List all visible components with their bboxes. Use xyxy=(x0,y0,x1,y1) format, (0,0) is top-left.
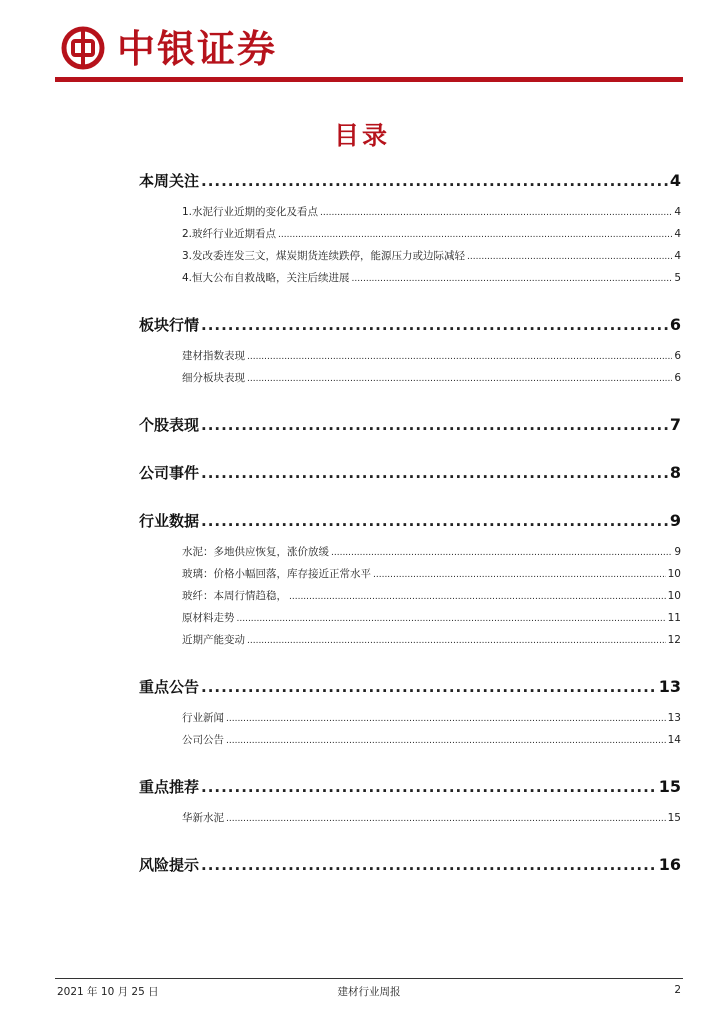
toc-section xyxy=(139,854,681,880)
toc-section xyxy=(139,676,681,754)
toc-subentry-page: 11 xyxy=(667,612,681,624)
toc-heading-page: 13 xyxy=(658,677,681,696)
dot-leader xyxy=(201,778,657,796)
toc-heading-page: 8 xyxy=(669,463,681,482)
toc-subentry-page: 9 xyxy=(674,546,681,558)
dot-leader xyxy=(201,464,668,482)
toc-heading-entry[interactable] xyxy=(139,314,681,340)
toc-subentry-page: 15 xyxy=(667,812,681,824)
toc-heading-label: 风险提示 xyxy=(139,856,200,874)
toc-heading-entry[interactable] xyxy=(139,414,681,440)
dot-leader xyxy=(289,592,666,602)
toc-heading-label: 板块行情 xyxy=(139,316,200,334)
header-rule xyxy=(55,77,683,82)
dot-leader xyxy=(247,374,672,384)
toc-heading-entry[interactable] xyxy=(139,676,681,702)
dot-leader xyxy=(226,736,666,746)
footer-report-name: 建材行业周报 xyxy=(337,986,401,998)
toc-subentry-label: 玻璃：价格小幅回落，库存接近正常水平 xyxy=(182,568,371,580)
footer-date: 2021 年 10 月 25 日 xyxy=(57,986,159,998)
toc-heading-label: 重点推荐 xyxy=(139,778,200,796)
toc-subentry-page: 4 xyxy=(674,206,681,218)
toc-heading-page: 15 xyxy=(658,777,681,796)
dot-leader xyxy=(331,548,672,558)
page-header xyxy=(55,22,685,82)
toc-subentry[interactable] xyxy=(139,566,681,588)
toc-subentry[interactable] xyxy=(139,544,681,566)
toc-heading-label: 行业数据 xyxy=(139,512,200,530)
toc-subentry-label: 2.玻纤行业近期看点 xyxy=(182,228,277,240)
toc-subentry-label: 水泥：多地供应恢复，涨价放缓 xyxy=(182,546,329,558)
dot-leader xyxy=(467,252,672,262)
dot-leader xyxy=(247,352,672,362)
dot-leader xyxy=(201,512,668,530)
toc-section xyxy=(139,462,681,488)
table-of-contents xyxy=(139,170,681,902)
toc-heading-entry[interactable] xyxy=(139,510,681,536)
toc-subentry-page: 10 xyxy=(667,590,681,602)
toc-section xyxy=(139,510,681,654)
toc-section xyxy=(139,414,681,440)
toc-subentry[interactable] xyxy=(139,632,681,654)
toc-heading-entry[interactable] xyxy=(139,170,681,196)
toc-subentries xyxy=(139,544,681,654)
toc-subentry-label: 玻纤：本周行情趋稳， xyxy=(182,590,287,602)
toc-heading-page: 7 xyxy=(669,415,681,434)
dot-leader xyxy=(247,636,666,646)
dot-leader xyxy=(278,230,672,240)
toc-subentry[interactable] xyxy=(139,348,681,370)
toc-subentries xyxy=(139,810,681,832)
toc-subentries xyxy=(139,348,681,392)
toc-section xyxy=(139,314,681,392)
bank-of-china-logo-icon xyxy=(61,26,105,70)
toc-heading-label: 本周关注 xyxy=(139,172,200,190)
dot-leader xyxy=(201,416,668,434)
toc-heading-label: 个股表现 xyxy=(139,416,200,434)
toc-subentry[interactable] xyxy=(139,810,681,832)
toc-subentry[interactable] xyxy=(139,204,681,226)
dot-leader xyxy=(226,814,666,824)
toc-heading-label: 公司事件 xyxy=(139,464,200,482)
dot-leader xyxy=(201,172,668,190)
toc-subentry-page: 14 xyxy=(667,734,681,746)
toc-subentry[interactable] xyxy=(139,248,681,270)
toc-subentry-label: 4.恒大公布自救战略，关注后续进展 xyxy=(182,272,350,284)
toc-heading-page: 9 xyxy=(669,511,681,530)
dot-leader xyxy=(226,714,666,724)
toc-subentry-label: 3.发改委连发三文，煤炭期货连续跌停，能源压力或边际减轻 xyxy=(182,250,466,262)
toc-subentry-label: 细分板块表现 xyxy=(182,372,245,384)
toc-subentry-page: 4 xyxy=(674,250,681,262)
toc-subentry[interactable] xyxy=(139,370,681,392)
toc-subentry-page: 4 xyxy=(674,228,681,240)
toc-subentry-label: 公司公告 xyxy=(182,734,224,746)
toc-subentry-page: 6 xyxy=(674,350,681,362)
dot-leader xyxy=(320,208,672,218)
toc-subentry[interactable] xyxy=(139,270,681,292)
toc-heading-page: 6 xyxy=(669,315,681,334)
toc-subentry-label: 近期产能变动 xyxy=(182,634,245,646)
toc-subentry[interactable] xyxy=(139,588,681,610)
toc-subentry-page: 5 xyxy=(674,272,681,284)
dot-leader xyxy=(201,316,668,334)
dot-leader xyxy=(201,856,657,874)
toc-subentry[interactable] xyxy=(139,732,681,754)
dot-leader xyxy=(201,678,657,696)
dot-leader xyxy=(352,274,673,284)
toc-heading-entry[interactable] xyxy=(139,854,681,880)
toc-subentry-page: 6 xyxy=(674,372,681,384)
page-title: 目录 xyxy=(333,121,390,150)
brand-name: 中银证券 xyxy=(117,26,278,71)
toc-heading-page: 16 xyxy=(658,855,681,874)
toc-section xyxy=(139,776,681,832)
dot-leader xyxy=(237,614,666,624)
toc-subentry-label: 1.水泥行业近期的变化及看点 xyxy=(182,206,319,218)
toc-section xyxy=(139,170,681,292)
toc-subentry-page: 13 xyxy=(667,712,681,724)
toc-subentry[interactable] xyxy=(139,710,681,732)
toc-heading-entry[interactable] xyxy=(139,776,681,802)
toc-heading-page: 4 xyxy=(669,171,681,190)
dot-leader xyxy=(373,570,666,580)
toc-subentries xyxy=(139,710,681,754)
toc-subentry-label: 建材指数表现 xyxy=(182,350,245,362)
toc-subentry-label: 原材料走势 xyxy=(182,612,235,624)
toc-subentry[interactable] xyxy=(139,226,681,248)
footer-page-number: 2 xyxy=(674,984,681,996)
toc-subentry-page: 10 xyxy=(667,568,681,580)
toc-subentries xyxy=(139,204,681,292)
toc-subentry[interactable] xyxy=(139,610,681,632)
toc-heading-entry[interactable] xyxy=(139,462,681,488)
toc-subentry-label: 行业新闻 xyxy=(182,712,224,724)
footer-rule xyxy=(55,978,683,979)
toc-heading-label: 重点公告 xyxy=(139,678,200,696)
toc-subentry-label: 华新水泥 xyxy=(182,812,224,824)
toc-subentry-page: 12 xyxy=(667,634,681,646)
